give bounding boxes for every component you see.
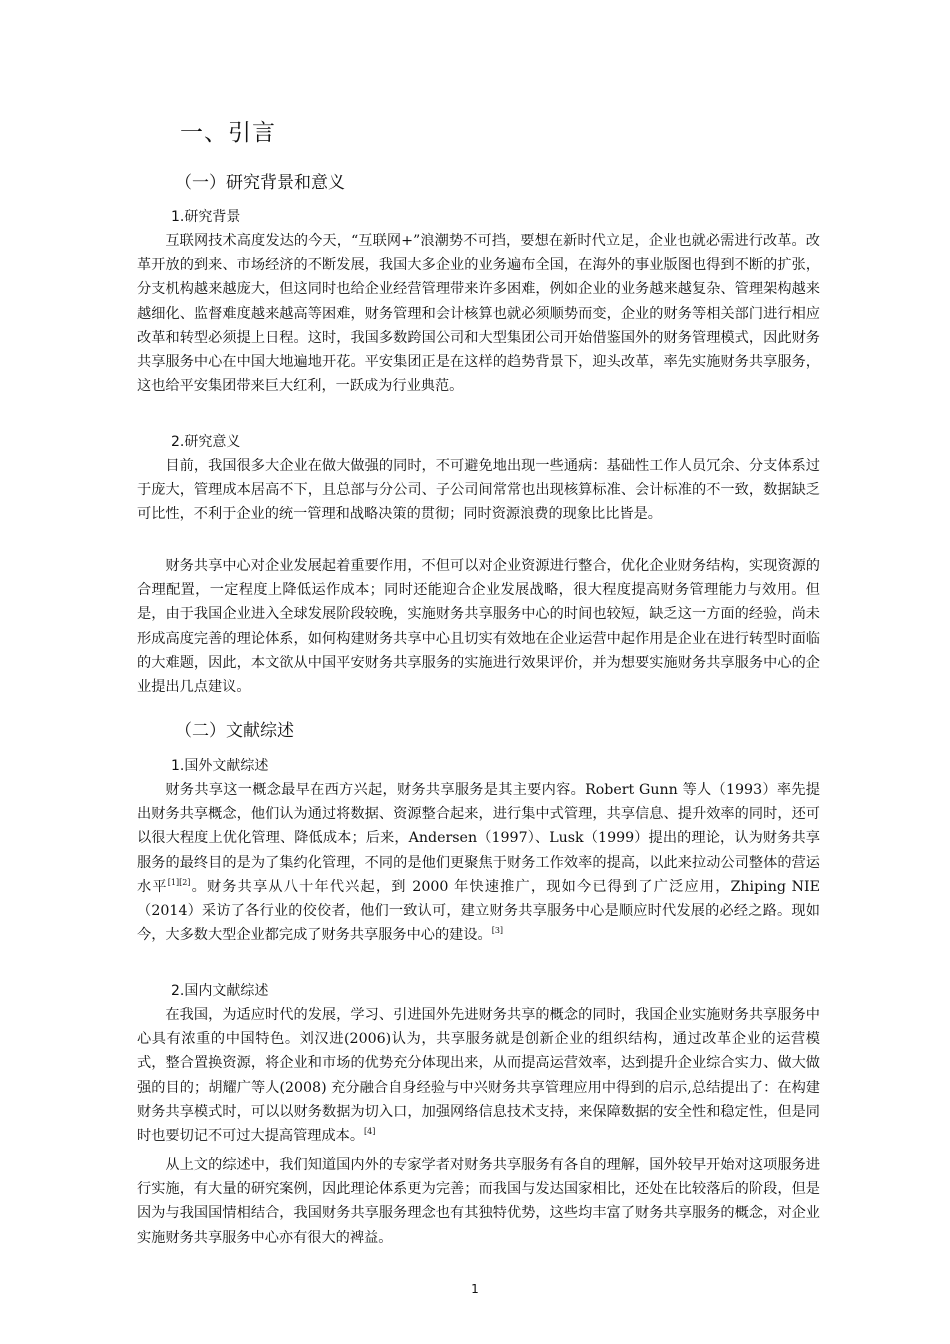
citation-1-2: [1][2] bbox=[167, 877, 191, 887]
paragraph-significance-2: 财务共享中心对企业发展起着重要作用，不但可以对企业资源进行整合，优化企业财务结构，实现资源的合理配置，一定程度上降低运作成本；同时还能迎合企业发展战略，很大程度提高财务管理能力与效用。但是，由于我国企业进入全球发展阶段较晚，实施财务共享服务中心的时间也较短，缺乏这一方面的经验，尚未形成高度完善的理论体系，如何构建财务共享中心且切实有效地在企业运营中起作用是企业在进行转型时面临的大难题，因此，本文欲从中国平安财务共享服务的实施进行效果评价，并为想要实施财务共享服务中心的企业提出几点建议。 bbox=[137, 558, 820, 696]
paragraph-significance-1: 目前，我国很多大企业在做大做强的同时，不可避免地出现一些通病：基础性工作人员冗余、分支体系过于庞大，管理成本居高不下，且总部与分公司、子公司间常常也出现核算标准、会计标准的不一致，数据缺乏可比性，不利于企业的统一管理和战略决策的贯彻；同时资源浪费的现象比比皆是。 bbox=[137, 458, 820, 523]
section-title: 一、引言 bbox=[180, 120, 276, 146]
heading-research-background: 1.研究背景 bbox=[171, 209, 241, 225]
paragraph-foreign-literature bbox=[137, 778, 820, 947]
citation-3: [3] bbox=[491, 926, 504, 936]
paragraph-summary: 从上文的综述中，我们知道国内外的专家学者对财务共享服务有各自的理解，国外较早开始对这项服务进行实施，有大量的研究案例，因此理论体系更为完善；而我国与发达国家相比，还处在比较落后的阶段，但是因为与我国国情相结合，我国财务共享服务理念也有其独特优势，这些均丰富了财务共享服务的概念，对企业实施财务共享服务中心亦有很大的裨益。 bbox=[137, 1157, 820, 1246]
subsection-heading-background: （一）研究背景和意义 bbox=[175, 173, 345, 193]
paragraph-domestic-literature bbox=[137, 1003, 820, 1148]
citation-4: [4] bbox=[364, 1127, 376, 1137]
heading-domestic-literature: 2.国内文献综述 bbox=[171, 983, 269, 999]
heading-research-significance: 2.研究意义 bbox=[171, 434, 241, 450]
paragraph-research-background: 互联网技术高度发达的今天，“互联网+”浪潮势不可挡，要想在新时代立足，企业也就必需进行改革。改革开放的到来、市场经济的不断发展，我国大多企业的业务遍布全国，在海外的事业版图也得到不断的扩张，分支机构越来越庞大，但这同时也给企业经营管理带来许多困难，例如企业的业务越来越复杂、管理架构越来越细化、监督难度越来越高等困难，财务管理和会计核算也就必须顺势而变，企业的财务等相关部门进行相应改革和转型必须提上日程。这时，我国多数跨国公司和大型集团公司开始借鉴国外的财务管理模式，因此财务共享服务中心在中国大地遍地开花。平安集团正是在这样的趋势背景下，迎头改革，率先实施财务共享服务，这也给平安集团带来巨大红利，一跃成为行业典范。 bbox=[137, 233, 820, 395]
foreign-text-part1: 财务共享这一概念最早在西方兴起，财务共享服务是其主要内容。Robert Gunn 等人（1993）率先提出财务共享概念，他们认为通过将数据、资源整合起来，进行集中式管理，共享信息、提升效率的同时，还可以很大程度上优化管理、降低成本；后来，Andersen（1997）、Lusk（1999）提出的理论，认为财务共享服务的最终目的是为了集约化管理，不同的是他们更聚焦于财务工作效率的提高，以此来拉动公司整体的营运水平 bbox=[137, 782, 820, 895]
page-number: 1 bbox=[471, 1282, 479, 1296]
foreign-text-part2: 。财务共享从八十年代兴起，到 2000 年快速推广，现如今已得到了广泛应用，Zhiping NIE（2014）采访了各行业的佼佼者，他们一致认可，建立财务共享服务中心是顺应时代发展的必经之路。现如今，大多数大型企业都完成了财务共享服务中心的建设。 bbox=[137, 878, 820, 944]
subsection-heading-literature: （二）文献综述 bbox=[175, 721, 294, 741]
heading-foreign-literature: 1.国外文献综述 bbox=[171, 758, 269, 774]
domestic-text: 在我国，为适应时代的发展，学习、引进国外先进财务共享的概念的同时，我国企业实施财务共享服务中心具有浓重的中国特色。刘汉进(2006)认为，共享服务就是创新企业的组织结构，通过改革企业的运营模式，整合置换资源，将企业和市场的优势充分体现出来，从而提高运营效率，达到提升企业综合实力、做大做强的目的；胡耀广等人(2008) 充分融合自身经验与中兴财务共享管理应用中得到的启示,总结提出了：在构建财务共享模式时，可以以财务数据为切入口，加强网络信息技术支持，来保障数据的安全性和稳定性，但是同时也要切记不可过大提高管理成本。 bbox=[137, 1007, 820, 1145]
